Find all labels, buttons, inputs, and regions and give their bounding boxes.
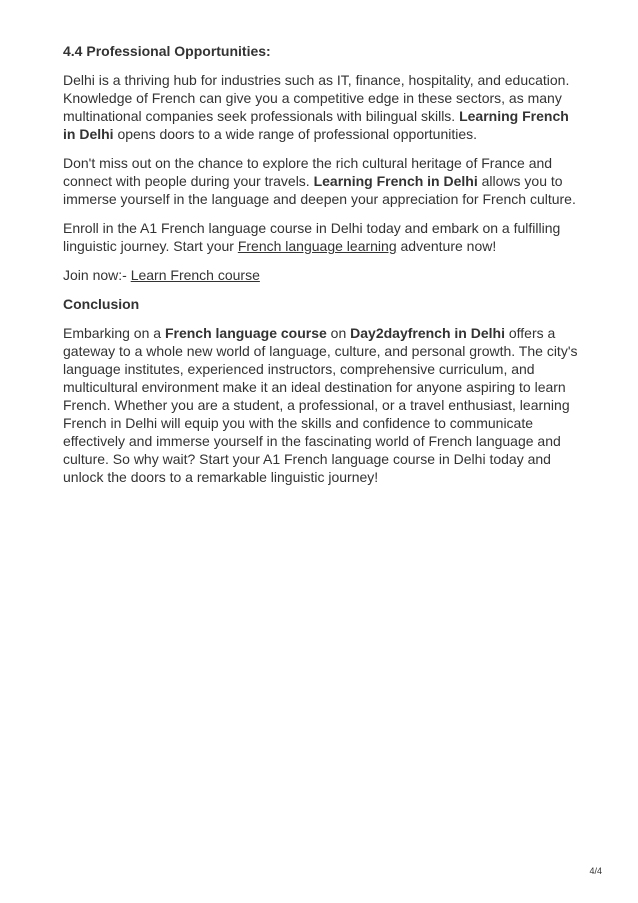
paragraph-text: allows you to immerse yourself in the language and deepen your appreciation for French culture. (63, 173, 576, 207)
bold-text: Learning French in Delhi (313, 173, 478, 189)
paragraph-professional-opportunities (63, 71, 583, 143)
paragraph-text: opens doors to a wide range of professional opportunities. (113, 126, 478, 142)
bold-text: Learning French in Delhi (63, 108, 569, 142)
paragraph-text: Enroll in the A1 French language course in Delhi today and embark on a fulfilling linguistic journey. Start your (63, 220, 561, 254)
paragraph-text: on (326, 325, 351, 341)
paragraph-cultural-heritage (63, 154, 583, 208)
paragraph-text: adventure now! (396, 238, 497, 254)
paragraph-text: offers a gateway to a whole new world of language, culture, and personal growth. The city's language institutes, experienced instructors, comprehensive curriculum, and multicultural environment make it an ideal destination for anyone aspiring to learn French. Whether you are a student, a professional, or a travel enthusiast, learning French in Delhi will equip you with the skills and confidence to communicate effectively and immerse yourself in the fascinating world of French language and culture. So why wait? Start your A1 French language course in Delhi today and unlock the doors to a remarkable linguistic journey! (63, 325, 578, 485)
paragraph-text: Embarking on a (63, 325, 165, 341)
french-language-learning-link[interactable]: French language learning (237, 238, 397, 254)
paragraph-conclusion (63, 324, 583, 486)
conclusion-heading: Conclusion (63, 296, 140, 312)
section-heading: 4.4 Professional Opportunities: (63, 43, 271, 59)
page-number: 4/4 (589, 866, 602, 876)
paragraph-text: Delhi is a thriving hub for industries such as IT, finance, hospitality, and education. Knowledge of French can give you a competitive edge in these sectors, as many multinational companies seek professionals with bilingual skills. (63, 72, 570, 124)
paragraph-text: Don't miss out on the chance to explore the rich cultural heritage of France and connect with people during your travels. (63, 155, 553, 189)
bold-text: French language course (164, 325, 327, 341)
paragraph-text: Join now:- (63, 267, 131, 283)
paragraph-enroll (63, 219, 583, 255)
learn-french-course-link[interactable]: Learn French course (130, 267, 260, 283)
bold-text: Day2dayfrench in Delhi (350, 325, 505, 341)
page-content (63, 42, 583, 497)
paragraph-join-now (63, 266, 583, 284)
